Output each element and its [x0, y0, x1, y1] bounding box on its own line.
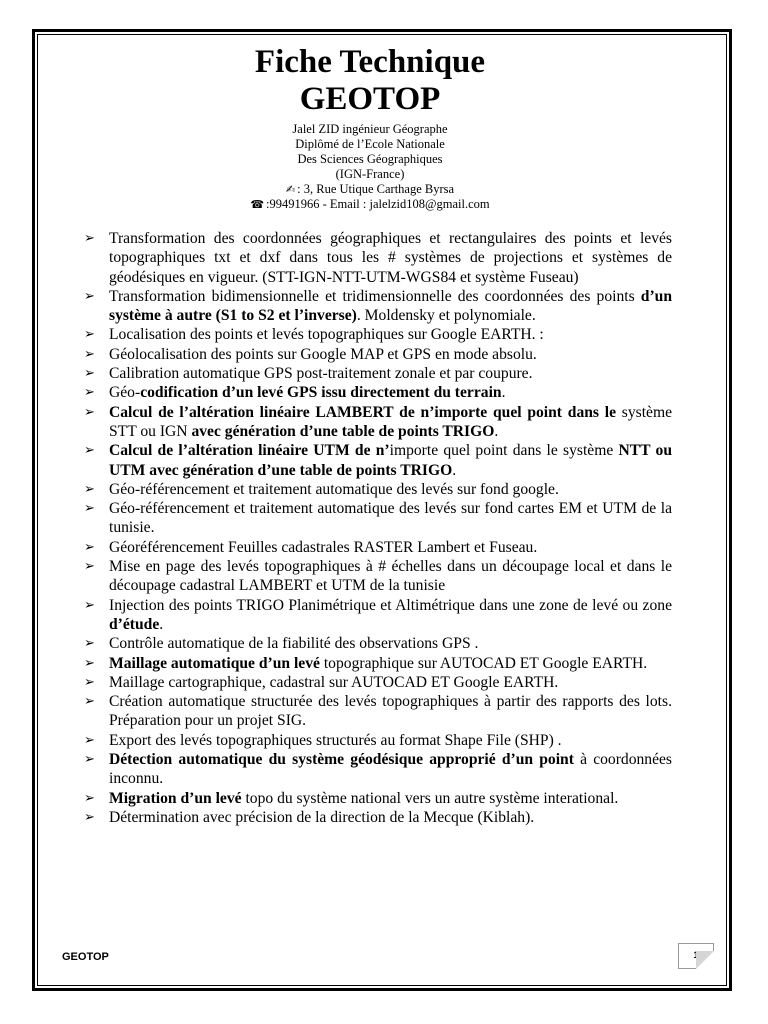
document-header: [90, 44, 650, 212]
list-item-text: Géo-référencement et traitement automatique des levés sur fond cartes EM et UTM de la tunisie.: [109, 500, 672, 537]
list-item: [84, 441, 672, 480]
list-item-text: Géoréférencement Feuilles cadastrales RASTER Lambert et Fuseau.: [109, 538, 538, 556]
list-item: [84, 403, 672, 442]
list-item-text: Maillage cartographique, cadastral sur AUTOCAD ET Google EARTH.: [109, 673, 559, 691]
list-item-text: Géo-: [109, 384, 141, 402]
list-item-text: système STT ou IGN: [109, 403, 673, 440]
diploma-line-1: Diplômé de l’Ecole Nationale: [295, 137, 445, 151]
list-item-text: .: [452, 461, 457, 479]
list-item-text: importe quel point dans le système: [389, 442, 619, 460]
arrow-bullet-icon: ➢: [84, 288, 95, 304]
feature-list: [84, 229, 672, 827]
page-curl-icon: [696, 951, 714, 969]
page-number: 1: [693, 950, 699, 960]
list-item-text: Transformation des coordonnées géographiques et rectangulaires des points et levés topographiques txt et dxf dans tous les # systèmes de projections et systèmes de géodésiques en vigueur. (STT-IGN-NTT-UTM-WGS84 et système Fuseau): [109, 230, 672, 286]
diploma-line-2: Des Sciences Géographiques: [297, 152, 443, 166]
list-item-text: . Moldensky et polynomiale.: [356, 307, 536, 325]
list-item-text: Géo-référencement et traitement automatique des levés sur fond google.: [109, 480, 559, 498]
arrow-bullet-icon: ➢: [84, 790, 95, 806]
arrow-bullet-icon: ➢: [84, 732, 95, 748]
arrow-bullet-icon: ➢: [84, 809, 95, 825]
list-item-text: .: [494, 422, 499, 440]
list-item: [84, 654, 672, 673]
list-item-bold-text: Calcul de l’altération linéaire UTM de n’: [109, 442, 390, 460]
arrow-bullet-icon: ➢: [84, 366, 95, 382]
list-item: [84, 596, 672, 635]
address-line: [90, 182, 650, 197]
list-item: [84, 499, 672, 538]
list-item-text: Export des levés topographiques structurés au format Shape File (SHP) .: [109, 731, 562, 749]
list-item-text: topographique sur AUTOCAD ET Google EARTH.: [319, 654, 648, 672]
arrow-bullet-icon: ➢: [84, 559, 95, 575]
list-item-bold-text: Détection automatique du système géodésique approprié d’un point: [109, 751, 574, 769]
list-item: [84, 345, 672, 364]
list-item: [84, 364, 672, 383]
list-item-bold-text: Maillage automatique d’un levé: [109, 654, 320, 672]
diploma-line-3: (IGN-France): [335, 167, 405, 181]
list-item-bold-text: d’un système à autre (S1 to S2 et l’inverse): [109, 287, 672, 325]
list-item: [84, 383, 672, 402]
arrow-bullet-icon: ➢: [84, 501, 95, 517]
list-item-text: Calibration automatique GPS post-traitement zonale et par coupure.: [109, 365, 533, 383]
arrow-bullet-icon: ➢: [84, 385, 95, 401]
list-item: [84, 808, 672, 827]
arrow-bullet-icon: ➢: [84, 752, 95, 768]
arrow-bullet-icon: ➢: [84, 655, 95, 671]
list-item-bold-text: avec génération d’une table de points TRIGO: [191, 422, 495, 440]
address-text: : 3, Rue Utique Carthage Byrsa: [297, 182, 455, 196]
arrow-bullet-icon: ➢: [84, 674, 95, 690]
arrow-bullet-icon: ➢: [84, 346, 95, 362]
list-item-bold-text: d’étude: [109, 615, 160, 633]
list-item: [84, 287, 672, 326]
arrow-bullet-icon: ➢: [84, 443, 95, 459]
list-item-text: Géolocalisation des points sur Google MAP et GPS en mode absolu.: [109, 345, 537, 363]
arrow-bullet-icon: ➢: [84, 694, 95, 710]
list-item-text: Détermination avec précision de la direction de la Mecque (Kiblah).: [109, 808, 535, 826]
list-item: [84, 789, 672, 808]
telephone-icon: ☎: [250, 198, 265, 211]
list-item-text: à coordonnées inconnu.: [109, 751, 672, 788]
list-item-text: topo du système national vers un autre système interational.: [241, 789, 619, 807]
list-item: [84, 731, 672, 750]
list-item-text: Création automatique structurée des levés topographiques à partir des rapports des lots. Préparation pour un projet SIG.: [109, 693, 672, 730]
arrow-bullet-icon: ➢: [84, 231, 95, 246]
list-item-text: Mise en page des levés topographiques à # échelles dans un découpage local et dans le découpage cadastral LAMBERT et UTM de la tunisie: [109, 558, 672, 595]
list-item: [84, 673, 672, 692]
list-item: [84, 538, 672, 557]
list-item: [84, 750, 672, 789]
list-item-bold-text: Calcul de l’altération linéaire LAMBERT de n’importe quel point dans le: [109, 403, 616, 421]
writing-hand-icon: ✍: [285, 183, 296, 196]
list-item-text: Transformation bidimensionnelle et tridimensionnelle des coordonnées des points: [109, 287, 641, 305]
list-item-text: Injection des points TRIGO Planimétrique et Altimétrique dans une zone de levé ou zone: [109, 596, 672, 614]
list-item-text: .: [501, 384, 506, 402]
list-item: [84, 634, 672, 653]
arrow-bullet-icon: ➢: [84, 327, 95, 343]
page-number-box: [678, 943, 714, 969]
author-line: Jalel ZID ingénieur Géographe: [292, 122, 448, 136]
document-title: Fiche Technique: [254, 44, 486, 80]
list-item-text: Contrôle automatique de la fiabilité des observations GPS .: [109, 635, 479, 653]
arrow-bullet-icon: ➢: [84, 481, 95, 497]
list-item-text: .: [159, 615, 164, 633]
list-item-text: Localisation des points et levés topographiques sur Google EARTH. :: [109, 326, 544, 344]
document-subtitle: GEOTOP: [299, 81, 441, 117]
list-item-bold-text: codification d’un levé GPS issu directement du terrain: [140, 384, 502, 402]
contact-line: [90, 197, 650, 212]
footer-label: GEOTOP: [62, 951, 109, 963]
list-item: [84, 229, 672, 287]
list-item-bold-text: NTT ou UTM avec génération d’une table de points TRIGO: [109, 442, 673, 479]
list-item-bold-text: Migration d’un levé: [109, 789, 242, 807]
contact-text: :99491966 - Email : jalelzid108@gmail.com: [266, 197, 490, 211]
arrow-bullet-icon: ➢: [84, 597, 95, 613]
list-item: [84, 557, 672, 596]
arrow-bullet-icon: ➢: [84, 539, 95, 555]
arrow-bullet-icon: ➢: [84, 404, 95, 420]
list-item: [84, 692, 672, 731]
arrow-bullet-icon: ➢: [84, 636, 95, 652]
list-item: [84, 325, 672, 344]
list-item: [84, 480, 672, 499]
